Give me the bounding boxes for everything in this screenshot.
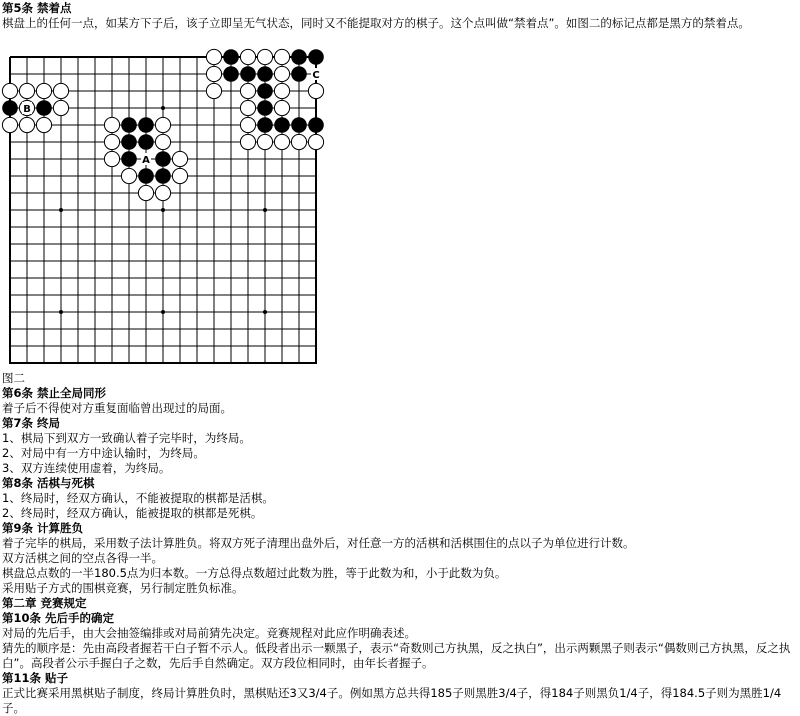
- article-11-heading: 第11条 贴子: [2, 671, 69, 685]
- article-6-body: 着子后不得使对方重复面临曾出现过的局面。: [2, 401, 232, 415]
- article-9-line: 着子完毕的棋局，采用数子法计算胜负。将双方死子清理出盘外后，对任意一方的活棋和活棋围住的点以子为单位进行计数。: [2, 536, 635, 550]
- white-stone: [240, 134, 255, 149]
- article-9-line: 双方活棋之间的空点各得一半。: [2, 551, 163, 565]
- article-8-item: 2、终局时，经双方确认，能被提取的棋都是死棋。: [2, 506, 263, 520]
- white-stone: [172, 151, 187, 166]
- white-stone: [104, 117, 119, 132]
- star-point: [161, 310, 165, 314]
- article-7-item: 2、对局中有一方中途认输时，为终局。: [2, 446, 205, 460]
- black-stone: [240, 66, 256, 82]
- white-stone: [308, 134, 323, 149]
- figure-caption: 图二: [2, 371, 25, 385]
- article-5-body: 棋盘上的任何一点，如某方下子后，该子立即呈无气状态，同时又不能提取对方的棋子。这个点叫做“禁着点”。如图二的标记点都是黑方的禁着点。: [2, 16, 750, 30]
- white-stone: [2, 117, 17, 132]
- star-point: [59, 208, 63, 212]
- article-7-heading: 第7条 终局: [2, 416, 61, 430]
- white-stone: [240, 83, 255, 98]
- article-11-body: 正式比赛采用黑棋贴子制度，终局计算胜负时，黑棋贴还3又3/4子。例如黑方总共得185子则黑胜3/4子，得184子则黑负1/4子，得184.5子则为黑胜1/4子。: [2, 686, 782, 715]
- white-stone: [240, 100, 255, 115]
- black-stone: [291, 117, 307, 133]
- star-point: [263, 208, 267, 212]
- star-point: [161, 106, 165, 110]
- black-stone: [155, 151, 171, 167]
- white-stone: [257, 134, 272, 149]
- white-stone: [104, 134, 119, 149]
- white-stone: [138, 185, 153, 200]
- white-stone: [274, 83, 289, 98]
- white-stone: [172, 168, 187, 183]
- white-stone: [36, 117, 51, 132]
- white-stone: [274, 134, 289, 149]
- white-stone: [53, 83, 68, 98]
- white-stone: [240, 117, 255, 132]
- white-stone: [19, 83, 34, 98]
- black-stone: [138, 168, 154, 184]
- article-7-item: 3、双方连续使用虚着，为终局。: [2, 461, 171, 475]
- black-stone: [36, 100, 52, 116]
- article-9-line: 棋盘总点数的一半180.5点为归本数。一方总得点数超过此数为胜，等于此数为和，小于此数为负。: [2, 566, 507, 580]
- point-label: C: [312, 70, 320, 81]
- article-10-line: 对局的先后手，由大会抽签编排或对局前猜先决定。竞赛规程对此应作明确表述。: [2, 626, 416, 640]
- white-stone: [240, 49, 255, 64]
- article-8-item: 1、终局时，经双方确认，不能被提取的棋都是活棋。: [2, 491, 274, 505]
- white-stone: [291, 134, 306, 149]
- white-stone: [2, 83, 17, 98]
- white-stone: [206, 49, 221, 64]
- star-point: [263, 310, 267, 314]
- go-board-diagram: [0, 48, 330, 368]
- black-stone: [138, 117, 154, 133]
- white-stone: [19, 117, 34, 132]
- black-stone: [274, 117, 290, 133]
- article-9-line: 采用贴子方式的围棋竞赛，另行制定胜负标准。: [2, 581, 244, 595]
- white-stone: [274, 100, 289, 115]
- black-stone: [121, 134, 137, 150]
- black-stone: [2, 100, 18, 116]
- white-stone: [274, 49, 289, 64]
- article-7-item: 1、棋局下到双方一致确认着子完毕时，为终局。: [2, 431, 251, 445]
- black-stone: [155, 168, 171, 184]
- black-stone: [257, 83, 273, 99]
- article-5-heading: 第5条 禁着点: [2, 1, 72, 15]
- black-stone: [291, 49, 307, 65]
- article-6-heading: 第6条 禁止全局同形: [2, 386, 107, 400]
- star-point: [59, 310, 63, 314]
- white-stone: [53, 100, 68, 115]
- chapter-2-heading: 第二章 竞赛规定: [2, 596, 87, 610]
- black-stone: [223, 66, 239, 82]
- black-stone: [257, 100, 273, 116]
- white-stone: [274, 66, 289, 81]
- black-stone: [121, 151, 137, 167]
- point-label: B: [23, 104, 31, 115]
- black-stone: [291, 66, 307, 82]
- black-stone: [138, 134, 154, 150]
- white-stone: [121, 168, 136, 183]
- white-stone: [155, 185, 170, 200]
- white-stone: [155, 117, 170, 132]
- black-stone: [257, 66, 273, 82]
- article-8-heading: 第8条 活棋与死棋: [2, 476, 95, 490]
- white-stone: [104, 151, 119, 166]
- point-label: A: [142, 155, 150, 166]
- white-stone: [206, 66, 221, 81]
- star-point: [161, 208, 165, 212]
- article-10-heading: 第10条 先后手的确定: [2, 611, 115, 625]
- white-stone: [257, 49, 272, 64]
- white-stone: [206, 83, 221, 98]
- black-stone: [308, 117, 324, 133]
- white-stone: [155, 134, 170, 149]
- article-10-line: 猜先的顺序是：先由高段者握若干白子暂不示人。低段者出示一颗黑子，表示“奇数则己方执黑，反之执白”，出示两颗黑子则表示“偶数则己方执黑，反之执白”。高段者公示手握白子之数，先后手自然确定。双方段位相同时，由年长者握子。: [2, 641, 791, 670]
- black-stone: [121, 117, 137, 133]
- white-stone: [36, 83, 51, 98]
- black-stone: [257, 117, 273, 133]
- black-stone: [223, 49, 239, 65]
- black-stone: [308, 49, 324, 65]
- white-stone: [308, 83, 323, 98]
- article-9-heading: 第9条 计算胜负: [2, 521, 84, 535]
